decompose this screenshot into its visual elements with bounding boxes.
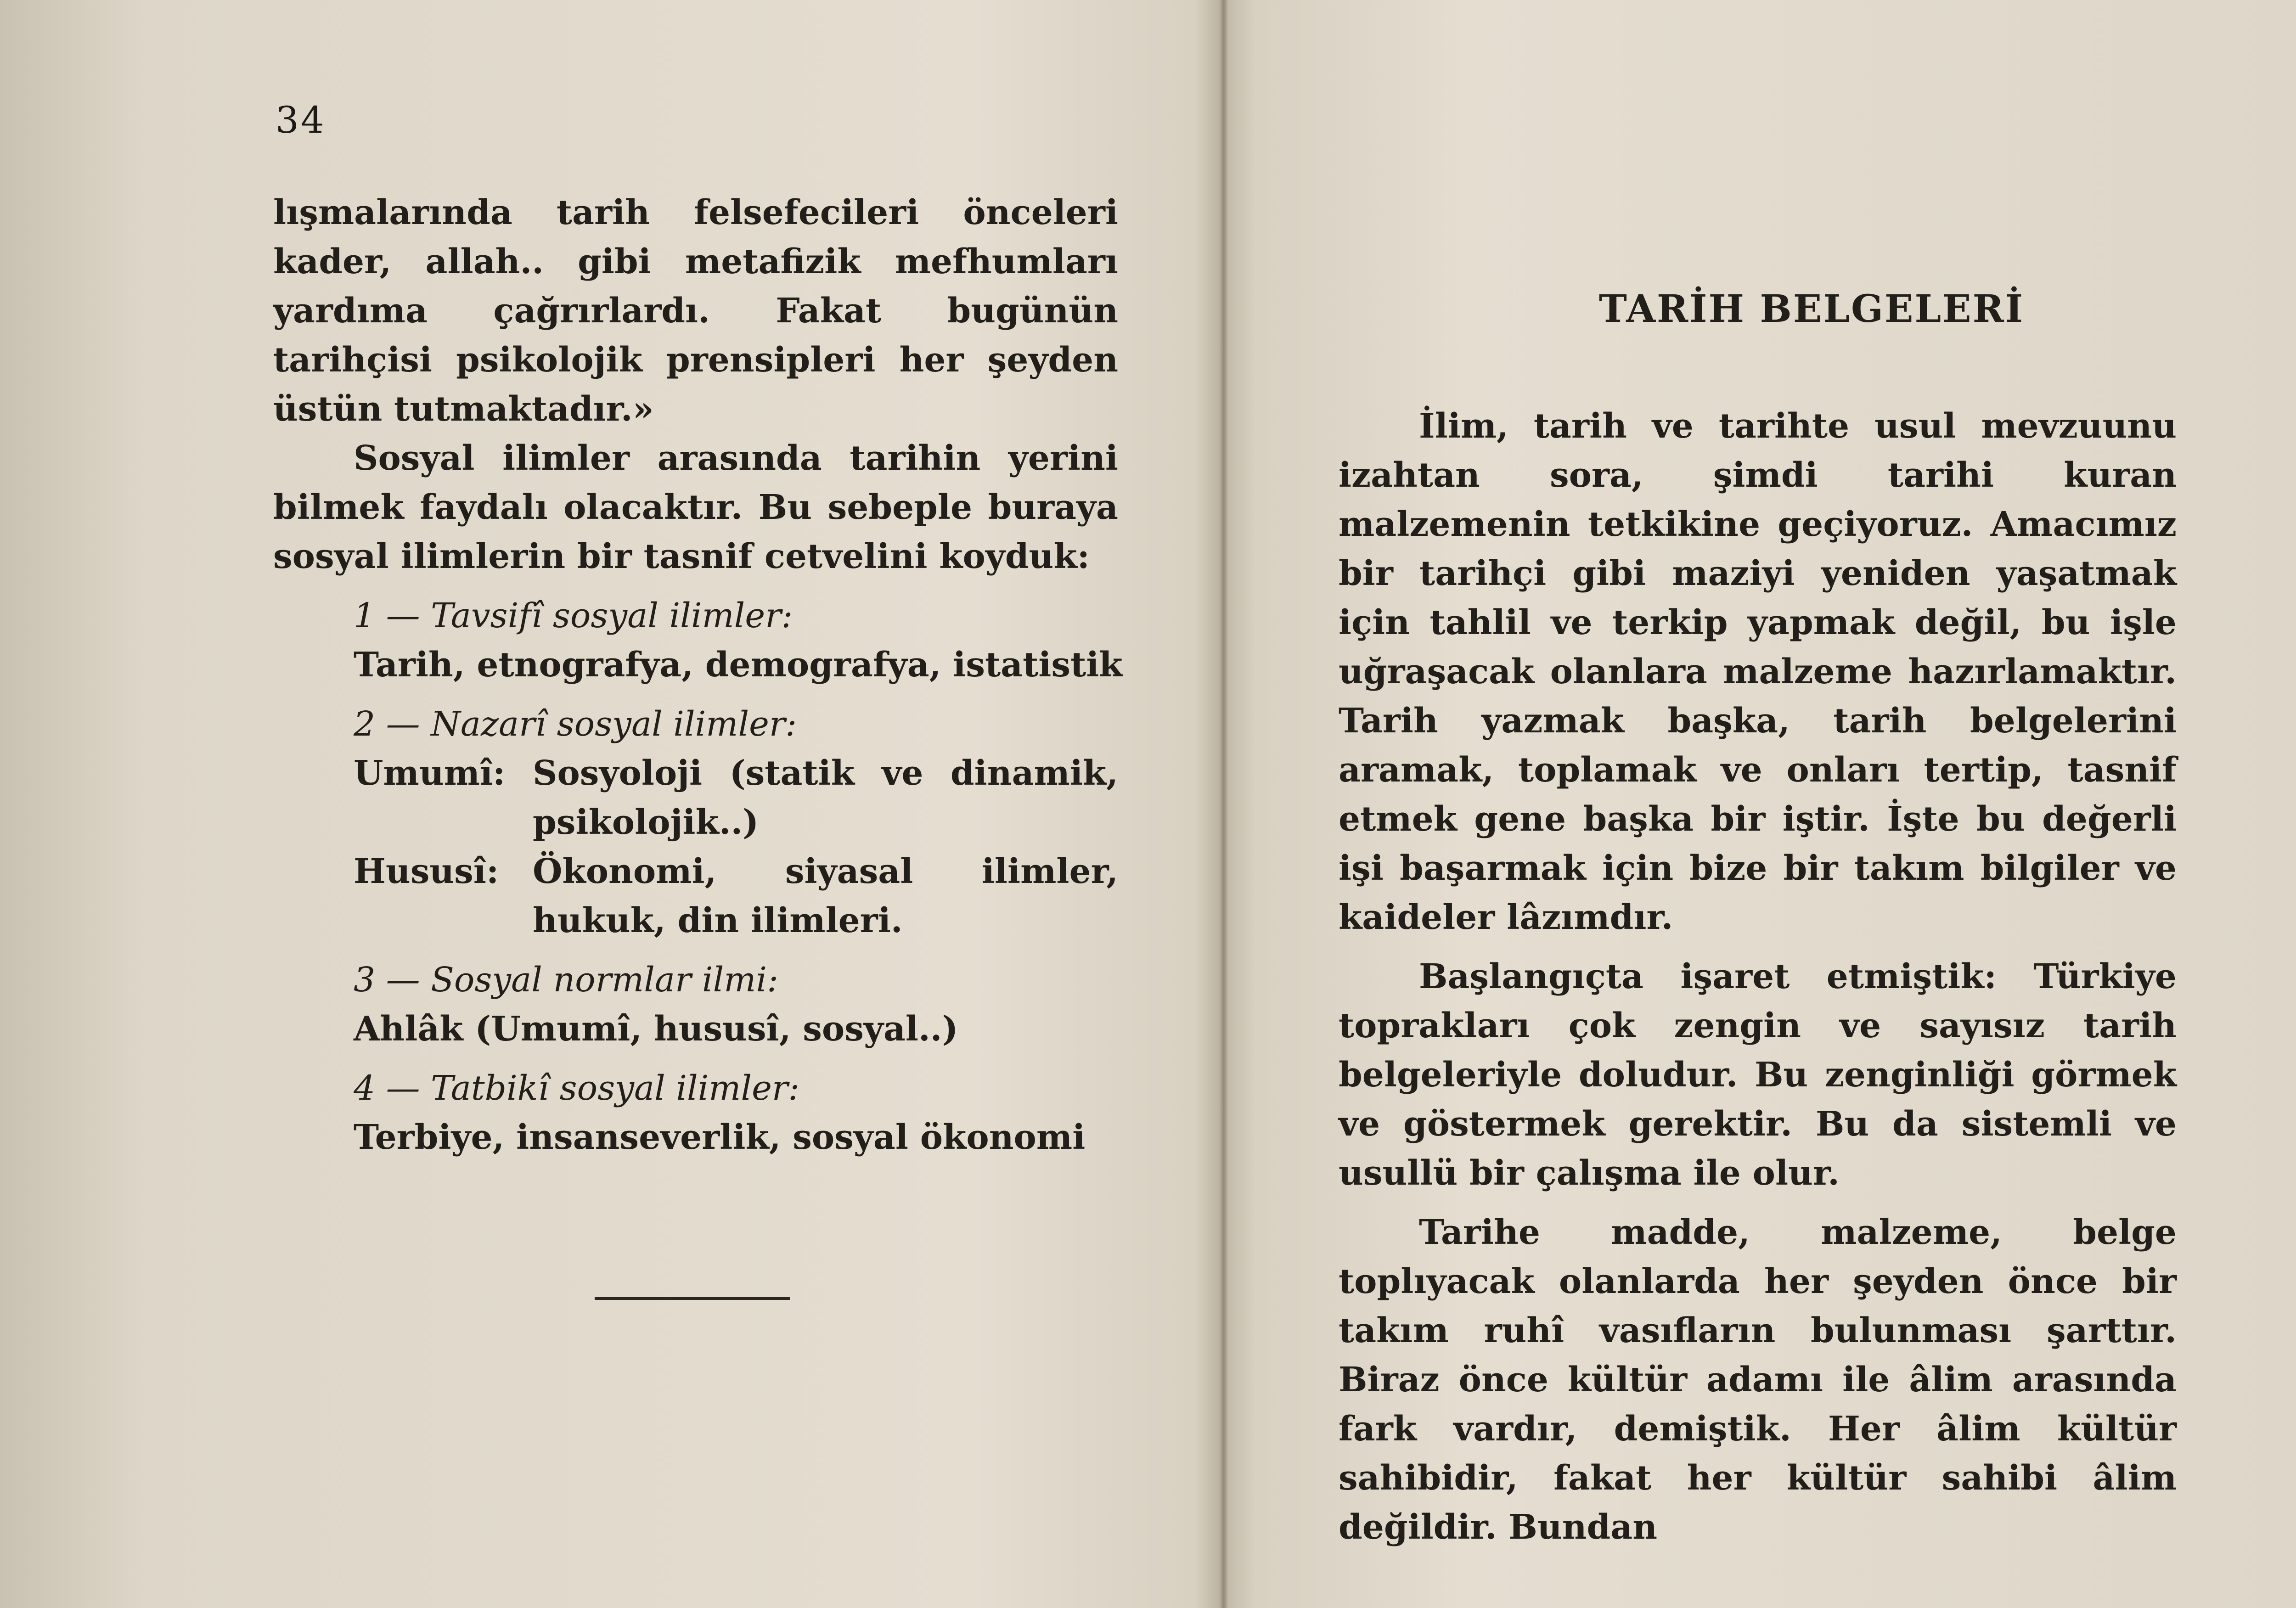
left-text-block [273,188,1123,1162]
classification-row-text: Ökonomi, siyasal ilimler, hukuk, din ilimleri. [533,852,1118,940]
classification-heading-3: 3 — Sosyal normlar ilmi: [354,960,778,1000]
left-paragraph-1: lışmalarında tarih felsefecileri önceleri kader, allah.. gibi metafizik mefhumları yardıma çağrırlardı. Fakat bugünün tarihçisi psikolojik prensipleri her şeyden üstün tutmaktadır.» [273,193,1118,429]
classification-row-general [354,749,1118,847]
classification-row-special [354,847,1118,945]
end-section-rule [595,1297,790,1300]
page-number: 34 [276,99,326,141]
classification-row-label: Hususî: [354,852,499,891]
classification-heading-2: 2 — Nazarî sosyal ilimler: [354,704,797,744]
classification-row-text: Sosyoloji (statik ve dinamik, psikolojik..) [533,753,1118,842]
right-paragraph-3: Tarihe madde, malzeme, belge toplıyacak olanlarda her şeyden önce bir takım ruhî vasıfların bulunması şarttır. Biraz önce kültür adamı ile âlim arasında fark vardır, demiştik. Her âlim kültür sahibidir, fakat her kültür sahibi âlim değildir. Bundan [1339,1213,2177,1547]
right-paragraph-2: Başlangıçta işaret etmiştik: Türkiye toprakları çok zengin ve sayısız tarih belgeleriyle doludur. Bu zenginliği görmek ve göstermek gerektir. Bu da sistemli ve usullü bir çalışma ile olur. [1339,957,2177,1193]
classification-body-4: Terbiye, insanseverlik, sosyal ökonomi [354,1118,1086,1157]
left-paragraph-2: Sosyal ilimler arasında tarihin yerini bilmek faydalı olacaktır. Bu sebeple buraya sosyal ilimlerin bir tasnif cetvelini koyduk: [273,439,1118,576]
classification-heading-4: 4 — Tatbikî sosyal ilimler: [354,1068,800,1108]
classification-body-1: Tarih, etnografya, demografya, istatistik [354,645,1123,685]
classification-heading-1: 1 — Tavsifî sosyal ilimler: [354,596,793,635]
right-text-block [1339,402,2177,1552]
classification-body-3: Ahlâk (Umumî, hususî, sosyal..) [354,1009,958,1049]
classification-row-label: Umumî: [354,753,506,793]
chapter-title: TARİH BELGELERİ [1598,287,2025,331]
book-gutter [1219,0,1228,1608]
right-paragraph-1: İlim, tarih ve tarihte usul mevzuunu izahtan sora, şimdi tarihi kuran malzemenin tetkikine geçiyoruz. Amacımız bir tarihçi gibi maziyi yeniden yaşatmak için tahlil ve terkip yapmak değil, bu işle uğraşacak olanlara malzeme hazırlamaktır. Tarih yazmak başka, tarih belgelerini aramak, toplamak ve onları tertip, tasnif etmek gene başka bir iştir. İşte bu değerli işi başarmak için bize bir takım bilgiler ve kaideler lâzımdır. [1339,406,2177,937]
